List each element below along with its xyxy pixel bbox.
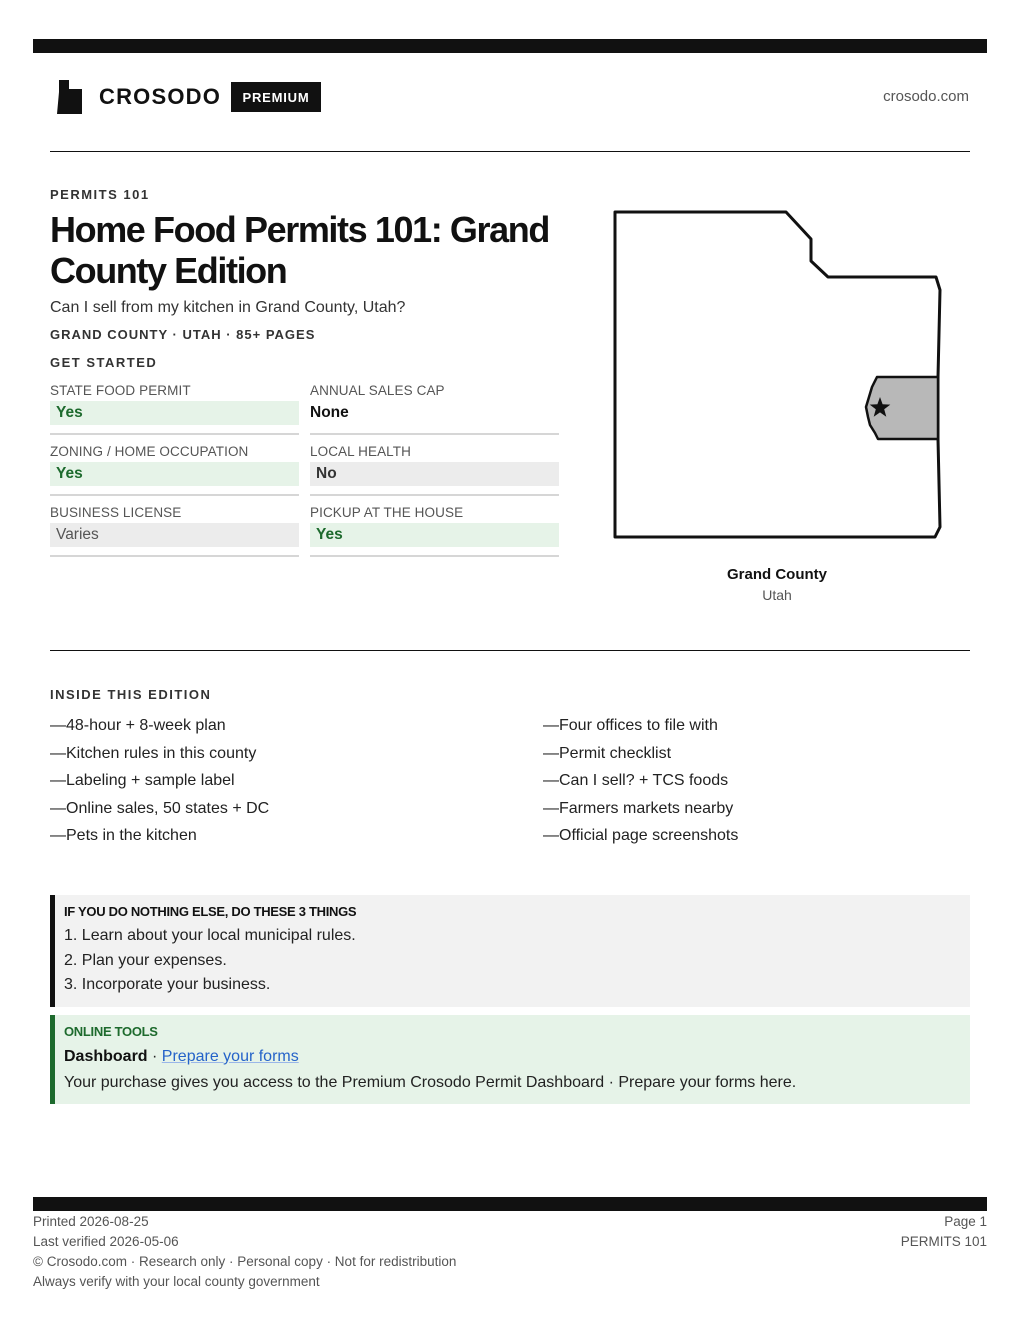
list-item: 2. Plan your expenses.	[64, 951, 227, 969]
fact-value: Varies	[50, 523, 299, 547]
tools-links-row	[64, 1044, 970, 1070]
fact-zoning-home-occupation	[50, 443, 299, 496]
brand[interactable]	[57, 80, 221, 114]
map-state-name: Utah	[762, 587, 792, 603]
verified-date: Last verified 2026-05-06	[33, 1234, 179, 1249]
list-item: —Kitchen rules in this county	[50, 744, 257, 762]
copyright-notice: © Crosodo.com · Research only · Personal copy · Not for redistribution	[33, 1254, 457, 1269]
fact-label: STATE FOOD PERMIT	[50, 383, 191, 398]
three-things-callout	[50, 895, 970, 1007]
list-item: —Permit checklist	[543, 744, 672, 762]
fact-label: ANNUAL SALES CAP	[310, 383, 445, 398]
fact-value: Yes	[50, 401, 299, 425]
fact-business-license	[50, 504, 299, 557]
list-item: —48-hour + 8-week plan	[50, 717, 226, 734]
bottom-rule-bar	[33, 1197, 987, 1211]
fact-local-health	[310, 443, 559, 496]
page-number: Page 1	[944, 1214, 987, 1229]
fact-value: None	[310, 404, 349, 421]
section-eyebrow: PERMITS 101	[50, 187, 150, 202]
header-divider	[50, 151, 970, 152]
brand-name: CROSODO	[99, 84, 222, 109]
utah-state-outline	[615, 212, 940, 537]
footer-left	[33, 1212, 456, 1292]
list-item: —Official page screenshots	[543, 827, 739, 844]
utah-county-map	[610, 207, 946, 543]
fact-label: BUSINESS LICENSE	[50, 505, 182, 520]
fact-state-food-permit	[50, 382, 299, 435]
fact-value: No	[310, 462, 559, 486]
page-title: Home Food Permits 101: Grand County Edition	[50, 209, 549, 291]
permit-facts-grid	[50, 382, 559, 557]
prepare-forms-link[interactable]: Prepare your forms	[161, 1048, 299, 1065]
premium-badge: PREMIUM	[231, 82, 321, 112]
fact-label: ZONING / HOME OCCUPATION	[50, 444, 249, 459]
list-item: —Pets in the kitchen	[50, 827, 197, 844]
printed-date: Printed 2026-08-25	[33, 1214, 149, 1229]
fact-label: LOCAL HEALTH	[310, 444, 411, 459]
dashboard-link[interactable]: Dashboard	[64, 1048, 148, 1065]
list-item: —Farmers markets nearby	[543, 799, 734, 817]
page-subtitle: Can I sell from my kitchen in Grand County, Utah?	[50, 299, 406, 316]
get-started-heading: GET STARTED	[50, 355, 158, 370]
fact-pickup-at-house	[310, 504, 559, 557]
fact-value: Yes	[310, 523, 559, 547]
fact-label: PICKUP AT THE HOUSE	[310, 505, 464, 520]
list-item: 3. Incorporate your business.	[64, 976, 271, 993]
inside-list-left	[50, 713, 269, 851]
footer-section: PERMITS 101	[900, 1234, 987, 1249]
fact-annual-sales-cap	[310, 382, 559, 435]
site-url[interactable]: crosodo.com	[883, 88, 969, 105]
list-item: —Can I sell? + TCS foods	[543, 772, 729, 789]
list-item: 1. Learn about your local municipal rules.	[64, 927, 356, 944]
inside-list-right	[543, 713, 738, 851]
edition-meta: GRAND COUNTY · UTAH · 85+ PAGES	[50, 327, 316, 342]
tools-description: Your purchase gives you access to the Premium Crosodo Permit Dashboard · Prepare your forms here.	[64, 1074, 797, 1091]
separator: ·	[147, 1048, 162, 1065]
verify-note: Always verify with your local county government	[33, 1274, 320, 1289]
list-item: —Online sales, 50 states + DC	[50, 799, 270, 817]
inside-edition-heading: INSIDE THIS EDITION	[50, 687, 212, 702]
three-things-list	[64, 924, 970, 998]
top-rule-bar	[33, 39, 987, 53]
section-divider	[50, 650, 970, 651]
footer-right	[901, 1212, 987, 1252]
map-county-name: Grand County	[727, 566, 827, 583]
online-tools-callout	[50, 1015, 970, 1104]
list-item: —Four offices to file with	[543, 717, 718, 734]
fact-value: Yes	[50, 462, 299, 486]
utah-logo-icon	[57, 80, 83, 114]
callout-title: IF YOU DO NOTHING ELSE, DO THESE 3 THINGS	[64, 904, 357, 919]
callout-title: ONLINE TOOLS	[64, 1024, 158, 1039]
list-item: —Labeling + sample label	[50, 772, 235, 789]
